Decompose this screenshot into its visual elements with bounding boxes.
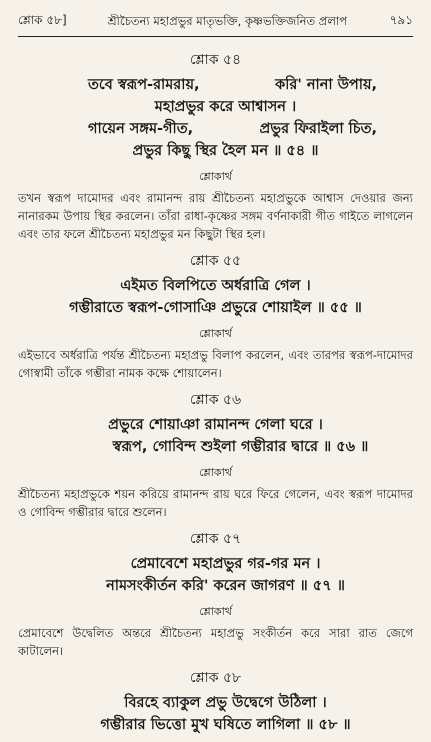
verse-line [18, 692, 413, 714]
translation-heading: শ্লোকার্থ [199, 327, 232, 340]
translation-heading: শ্লোকার্থ [199, 605, 232, 618]
verse-heading: শ্লোক ৫৬ [189, 392, 242, 408]
verse-section-57 [18, 527, 413, 660]
verse-line [18, 297, 413, 319]
translation-text: এইভাবে অর্ধরাত্রি পর্যন্ত শ্রীচৈতন্য মহাপ্রভু বিলাপ করলেন, এবং তারপর স্বরূপ-দামোদর গোস্বামী তাঁকে গম্ভীরা নামক কক্ষে শোয়ালেন। [18, 348, 413, 380]
verse-section-58 [18, 666, 413, 736]
verse-line-part: প্রভুর ফিরাইলা চিত, [259, 121, 377, 137]
translation-text: প্রেমাবেশে উদ্বেলিত অন্তরে শ্রীচৈতন্য মহাপ্রভু সংকীর্তন করে সারা রাত জেগে কাটালেন। [18, 626, 413, 658]
verse-heading: শ্লোক ৫৮ [189, 670, 242, 686]
translation-heading: শ্লোকার্থ [199, 170, 232, 183]
translation-text: শ্রীচৈতন্য মহাপ্রভুকে শয়ন করিয়ে রামানন্দ রায় ঘরে ফিরে গেলেন, এবং স্বরূপ দামোদর ও গোবিন্দ গম্ভীরার দ্বারে শুলেন। [18, 487, 413, 519]
page-number: ৭৯১ [389, 13, 413, 27]
verse-heading: শ্লোক ৫৭ [189, 531, 242, 547]
verse-line-part: প্রেমাবেশে মহাপ্রভুর গর-গর মন । [130, 556, 321, 572]
verse-line-part: তবে স্বরূপ-রামরায়, [88, 77, 200, 93]
verse-line-part: প্রভুর কিছু স্থির হৈল মন ॥ ৫৪ ॥ [132, 143, 319, 159]
header-verse-ref: শ্লোক ৫৮] [18, 13, 67, 27]
verse-line-part: এইমত বিলপিতে অর্ধরাত্রি গেল । [120, 278, 311, 294]
verse-line [18, 553, 413, 575]
page-header [18, 10, 413, 34]
verse-line [18, 436, 413, 458]
verse-line-part: স্বরূপ, গোবিন্দ শুইলা গম্ভীরার দ্বারে ॥ ৫৬ ॥ [112, 439, 369, 455]
verse-section-56 [18, 388, 413, 521]
verse-heading: শ্লোক ৫৫ [189, 253, 242, 269]
header-rule [18, 36, 413, 37]
verse-line-part: প্রভুরে শোয়াঞা রামানন্দ গেলা ঘরে । [108, 417, 323, 433]
verse-line [18, 96, 413, 118]
verse-line-part: করি' নানা উপায়, [275, 77, 377, 93]
verse-line-part: গম্ভীরার ভিত্তো মুখ ঘষিতে লাগিলা ॥ ৫৮ ॥ [100, 717, 351, 733]
verse-line-part: বিরহে ব্যাকুল প্রভু উদ্বেগে উঠিলা । [124, 695, 327, 711]
verse-line [18, 140, 413, 162]
translation-text: তখন স্বরূপ দামোদর এবং রামানন্দ রায় শ্রীচৈতন্য মহাপ্রভুকে আশ্বাস দেওয়ার জন্য নানারকম উপায় স্থির করলেন। তাঁরা রাধা-কৃষ্ণের সঙ্গম বর্ণনাকারী গীত গাইতে লাগলেন এবং তার ফলে শ্রীচৈতন্য মহাপ্রভুর মন কিছুটা স্থির হল। [18, 191, 413, 241]
verse-heading: শ্লোক ৫৪ [189, 52, 242, 68]
verse-line-part: মহাপ্রভুর করে আশ্বাসন । [154, 99, 297, 115]
header-title: শ্রীচৈতন্য মহাপ্রভুর মাতৃভক্তি, কৃষ্ণভক্তিজনিত প্রলাপ [107, 13, 348, 28]
verse-line [18, 74, 413, 96]
verse-line [18, 714, 413, 736]
verse-line [18, 118, 413, 140]
verse-line [18, 414, 413, 436]
translation-heading: শ্লোকার্থ [199, 466, 232, 479]
verse-line [18, 575, 413, 597]
verse-line-part: নামসংকীর্তন করি' করেন জাগরণ ॥ ৫৭ ॥ [106, 578, 345, 594]
verse-line [18, 275, 413, 297]
verse-section-54 [18, 48, 413, 243]
page-content [18, 44, 413, 742]
verse-section-55 [18, 249, 413, 382]
verse-line-part: গম্ভীরাতে স্বরূপ-গোসাঞি প্রভুরে শোয়াইল ॥ ৫৫ ॥ [69, 300, 362, 316]
verse-line-part: গায়েন সঙ্গম-গীত, [88, 121, 194, 137]
